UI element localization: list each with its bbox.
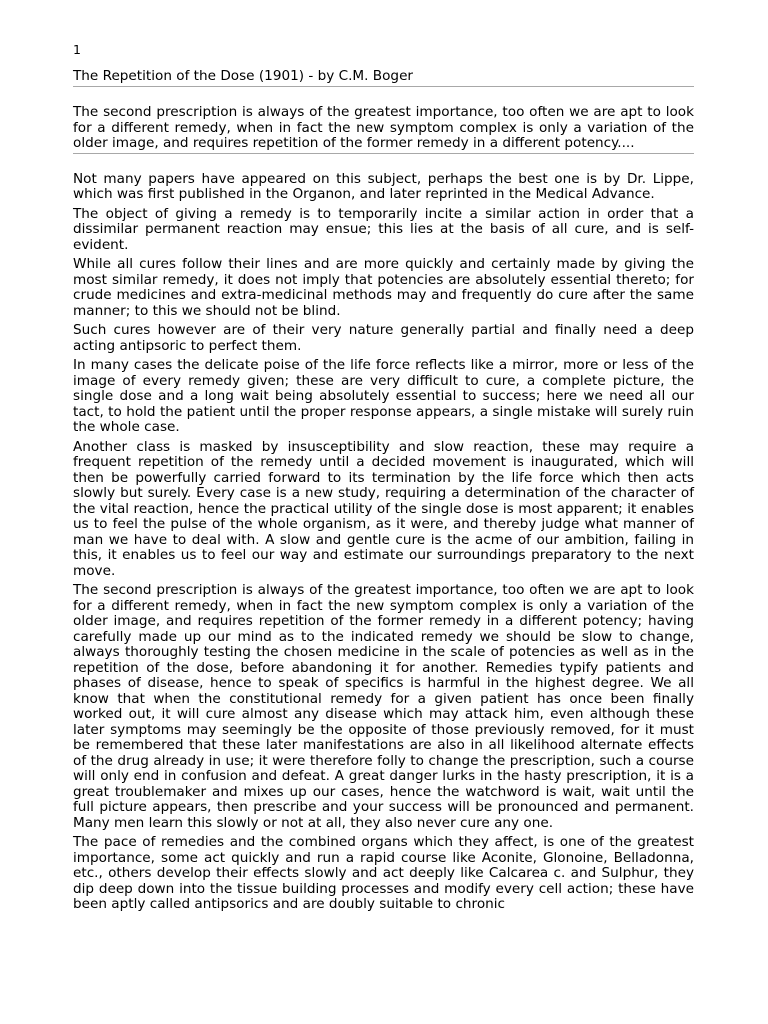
paragraph: Such cures however are of their very nature generally partial and finally need a deep acting antipsoric to perfect them. xyxy=(73,322,694,354)
page-number: 1 xyxy=(73,42,81,57)
paragraph: The object of giving a remedy is to temporarily incite a similar action in order that a dissimilar permanent reaction may ensue; this lies at the basis of all cure, and is self-evident. xyxy=(73,205,694,253)
paragraph: In many cases the delicate poise of the life force reflects like a mirror, more or less of the image of every remedy given; these are very difficult to cure, a complete picture, the single dose and a long wait being absolutely essential to success; here we need all our tact, to hold the patient until the proper response appears, a single mistake will surely ruin the whole case. xyxy=(73,357,694,435)
paragraph: While all cures follow their lines and are more quickly and certainly made by giving the most similar remedy, it does not imply that potencies are absolutely essential thereto; for crude medicines and extra-medicinal methods may and frequently do cure after the same manner; to this we should not be blind. xyxy=(73,256,694,319)
paragraph: The pace of remedies and the combined organs which they affect, is one of the greatest importance, some act quickly and run a rapid course like Aconite, Glonoine, Belladonna, etc., others develop their effects slowly and act deeply like Calcarea c. and Sulphur, they dip deep down into the tissue building processes and modify every cell action; these have been aptly called antipsorics and are doubly suitable to chronic xyxy=(73,834,694,912)
document-page xyxy=(73,40,694,917)
paragraph: The second prescription is always of the greatest importance, too often we are apt to look for a different remedy, when in fact the new symptom complex is only a variation of the older image, and requires repetition of the former remedy in a different potency; having carefully made up our mind as to the indicated remedy we should be slow to change, always thoroughly testing the chosen medicine in the scale of potencies as well as in the repetition of the dose, before abandoning it for another. Remedies typify patients and phases of disease, hence to speak of specifics is harmful in the highest degree. We all know that when the constitutional remedy for a given patient has once been finally worked out, it will cure almost any disease which may attack him, even although these later symptoms may seemingly be the opposite of those previously removed, for it must be remembered that these later manifestations are also in all likelihood alternate effects of the drug already in use; it were therefore folly to change the prescription, such a course will only end in confusion and defeat. A great danger lurks in the hasty prescription, it is a great troublemaker and mixes up our cases, hence the watchword is wait, wait until the full picture appears, then prescribe and your success will be pronounced and permanent. Many men learn this slowly or not at all, they also never cure any one. xyxy=(73,582,694,831)
paragraph: Another class is masked by insusceptibility and slow reaction, these may require a frequent repetition of the remedy until a decided movement is inaugurated, which will then be powerfully carried forward to its termination by the life force which then acts slowly but surely. Every case is a new study, requiring a determination of the character of the vital reaction, hence the practical utility of the single dose is most apparent; it enables us to feel the pulse of the whole organism, as it were, and thereby judge what manner of man we have to deal with. A slow and gentle cure is the acme of our ambition, failing in this, it enables us to feel our way and estimate our surroundings preparatory to the next move. xyxy=(73,438,694,579)
document-title: The Repetition of the Dose (1901) - by C.M. Boger xyxy=(73,68,694,87)
abstract-excerpt: The second prescription is always of the greatest importance, too often we are apt to look for a different remedy, when in fact the new symptom complex is only a variation of the older image, and requires repetition of the former remedy in a different potency.... xyxy=(73,105,694,154)
article-body xyxy=(73,172,694,913)
paragraph: Not many papers have appeared on this subject, perhaps the best one is by Dr. Lippe, which was first published in the Organon, and later reprinted in the Medical Advance. xyxy=(73,170,694,202)
